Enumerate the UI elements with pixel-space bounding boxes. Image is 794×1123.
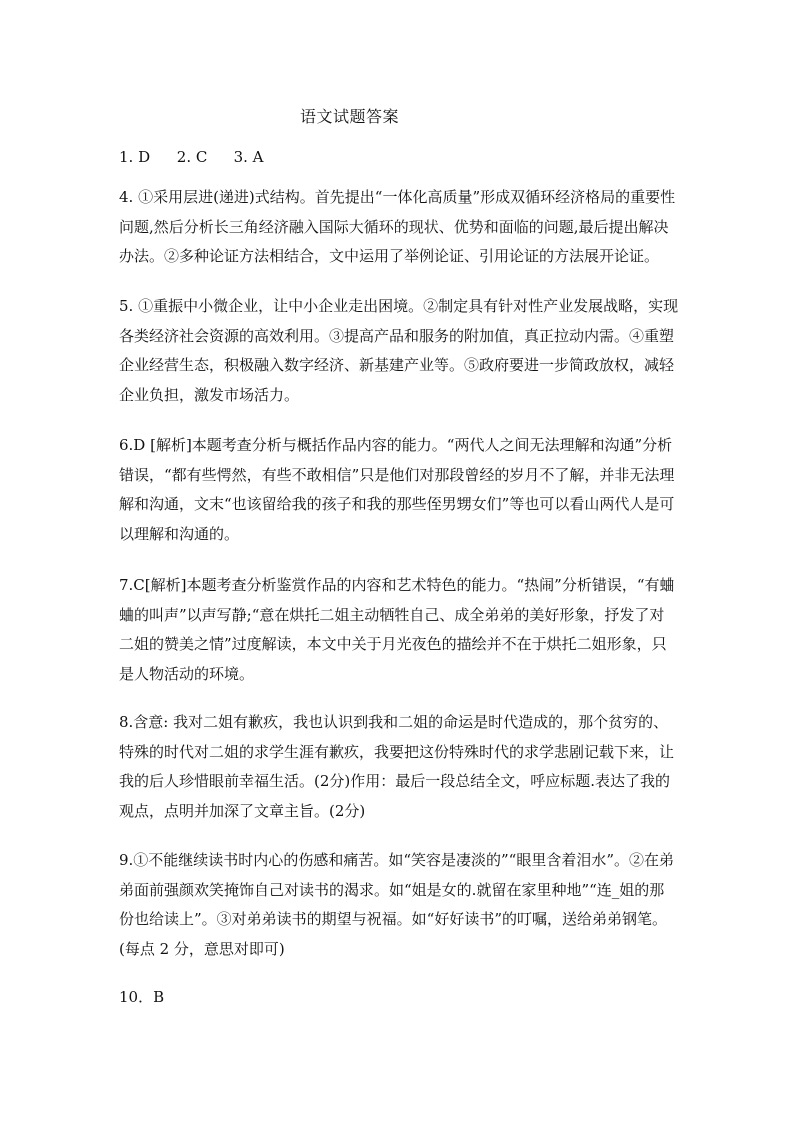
answer-q6: 6.D [解析]本题考查分析与概括作品内容的能力。“两代人之间无法理解和沟通”分析错误，“都有些愕然，有些不敢相信”只是他们对那段曾经的岁月不了解，并非无法理解和沟通，文末“也该留给我的孩子和我的那些侄男甥女们”等也可以看山两代人是可以理解和沟通的。: [119, 436, 675, 543]
answer-q9: 9.①不能继续读书时内心的伤感和痛苦。如“笑容是凄淡的”“眼里含着泪水”。②在弟弟面前强颜欢笑掩饰自己对读书的渴求。如“姐是女的.就留在家里种地”“连_姐的那份也给读上”。③对弟弟读书的期望与祝福。如“好好读书”的叮嘱，送给弟弟钢笔。(每点 2 分，意思对即可): [119, 851, 674, 958]
answer-q5: 5. ①重振中小微企业，让中小企业走出困境。②制定具有针对性产业发展战略，实现各类经济社会资源的高效利用。③提高产品和服务的附加值，真正拉动内需。④重塑企业经营生态，积极融入数字经济、新基建产业等。⑤政府要进一步简政放权，减轻企业负担，激发市场活力。: [119, 297, 679, 404]
answer-q1: 1. D: [119, 148, 151, 166]
answer-q8: 8.含意: 我对二姐有歉疚，我也认识到我和二姐的命运是时代造成的，那个贫穷的、特殊的时代对二姐的求学生涯有歉疚，我要把这份特殊时代的求学悲剧记载下来，让我的后人珍惜眼前幸福生活。(2分)作用：最后一段总结全文，呼应标题.表达了我的观点，点明并加深了文章主旨。(2分): [119, 713, 675, 820]
document-title: 语文试题答案: [300, 107, 400, 126]
answer-q2: 2. C: [176, 148, 208, 166]
answer-q7: 7.C[解析]本题考查分析鉴赏作品的内容和艺术特色的能力。“热闹”分析错误，“有蛐蛐的叫声”以声写静;“意在烘托二姐主动牺牲自己、成全弟弟的美好形象，抒发了对二姐的赞美之情”过度解读，本文中关于月光夜色的描绘并不在于烘托二姐形象，只是人物活动的环境。: [119, 576, 675, 683]
answer-q10: 10．B: [119, 988, 165, 1006]
multiple-choice-answers: [119, 146, 263, 168]
answer-q4: 4. ①采用层进(递进)式结构。首先提出“一体化高质量”形成双循环经济格局的重要性问题,然后分析长三角经济融入国际大循环的现状、优势和面临的问题,最后提出解决办法。②多种论证方法相结合，文中运用了举例论证、引用论证的方法展开论证。: [119, 188, 676, 265]
answer-q3: 3. A: [233, 148, 264, 166]
